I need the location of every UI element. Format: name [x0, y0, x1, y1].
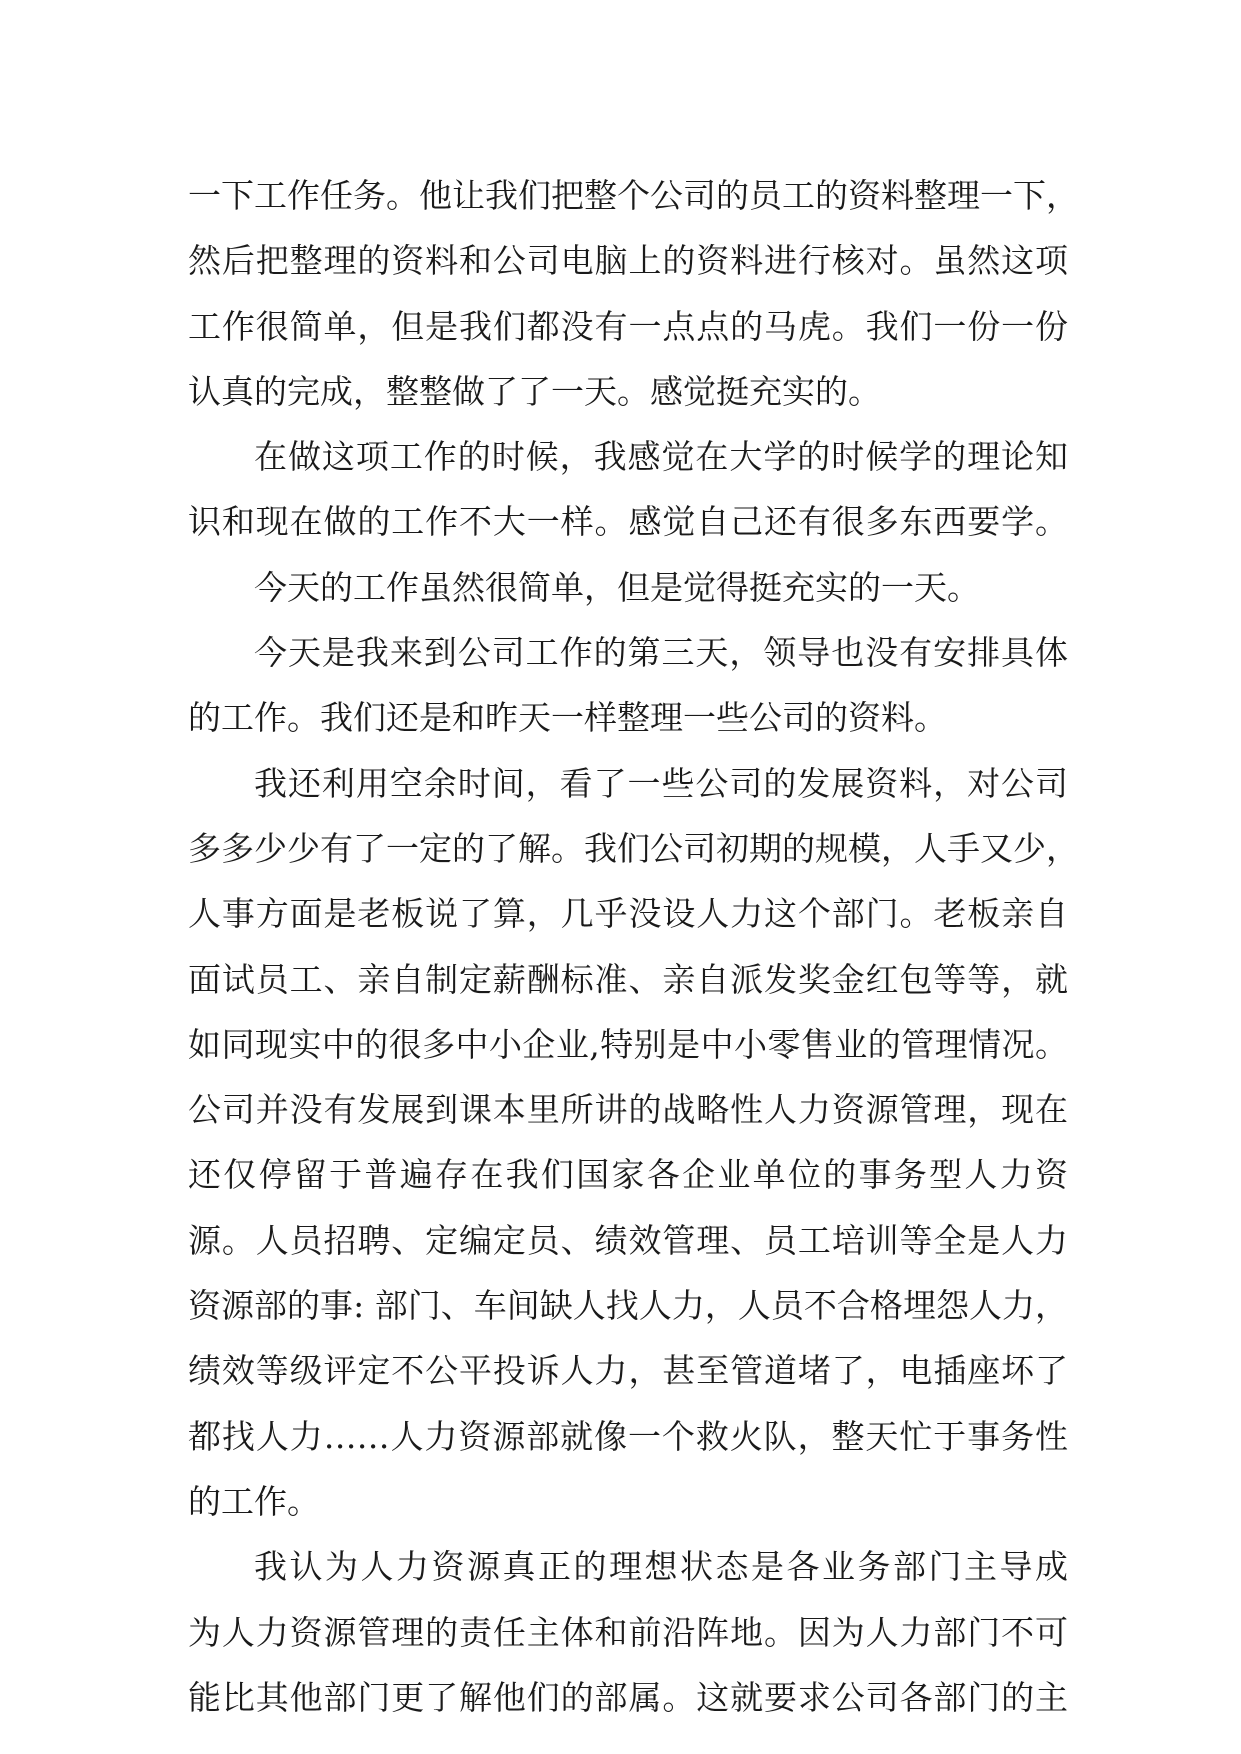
text-line: 识和现在做的工作不大一样。感觉自己还有很多东西要学。: [188, 502, 1068, 542]
text-line: 今天的工作虽然很简单，但是觉得挺充实的一天。: [254, 567, 980, 607]
body-text: [188, 163, 1079, 1730]
text-line: 一下工作任务。他让我们把整个公司的员工的资料整理一下，: [188, 176, 1079, 215]
text-line: 都找人力……人力资源部就像一个救火队，整天忙于事务性: [188, 1416, 1068, 1456]
text-line: 工作很简单，但是我们都没有一点点的马虎。我们一份一份: [188, 306, 1068, 346]
text-line: 人事方面是老板说了算，几乎没设人力这个部门。老板亲自: [188, 894, 1068, 934]
text-line: 公司并没有发展到课本里所讲的战略性人力资源管理，现在: [188, 1090, 1068, 1130]
text-line: 在做这项工作的时候，我感觉在大学的时候学的理论知: [254, 437, 1068, 477]
text-line: 资源部的事: 部门、车间缺人找人力，人员不合格埋怨人力，: [188, 1286, 1068, 1326]
text-line: 如同现实中的很多中小企业,特别是中小零售业的管理情况。: [188, 1024, 1068, 1064]
text-line: 我认为人力资源真正的理想状态是各业务部门主导成: [254, 1547, 1068, 1587]
text-line: 然后把整理的资料和公司电脑上的资料进行核对。虽然这项: [188, 241, 1068, 281]
text-line: 面试员工、亲自制定薪酬标准、亲自派发奖金红包等等，就: [188, 959, 1068, 999]
text-line: 我还利用空余时间，看了一些公司的发展资料，对公司: [254, 763, 1068, 803]
text-line: 绩效等级评定不公平投诉人力，甚至管道堵了，电插座坏了: [188, 1351, 1068, 1391]
text-line: 今天是我来到公司工作的第三天，领导也没有安排具体: [254, 633, 1068, 673]
text-line: 认真的完成，整整做了了一天。感觉挺充实的。: [188, 371, 881, 411]
text-line: 为人力资源管理的责任主体和前沿阵地。因为人力部门不可: [188, 1612, 1068, 1652]
text-line: 能比其他部门更了解他们的部属。这就要求公司各部门的主: [188, 1677, 1068, 1717]
text-line: 源。人员招聘、定编定员、绩效管理、员工培训等全是人力: [188, 1220, 1068, 1260]
text-line: 还仅停留于普遍存在我们国家各企业单位的事务型人力资: [188, 1155, 1068, 1195]
text-line: 的工作。我们还是和昨天一样整理一些公司的资料。: [188, 698, 947, 738]
text-line: 多多少少有了一定的了解。我们公司初期的规模，人手又少，: [188, 828, 1079, 868]
text-line: 的工作。: [188, 1481, 320, 1521]
